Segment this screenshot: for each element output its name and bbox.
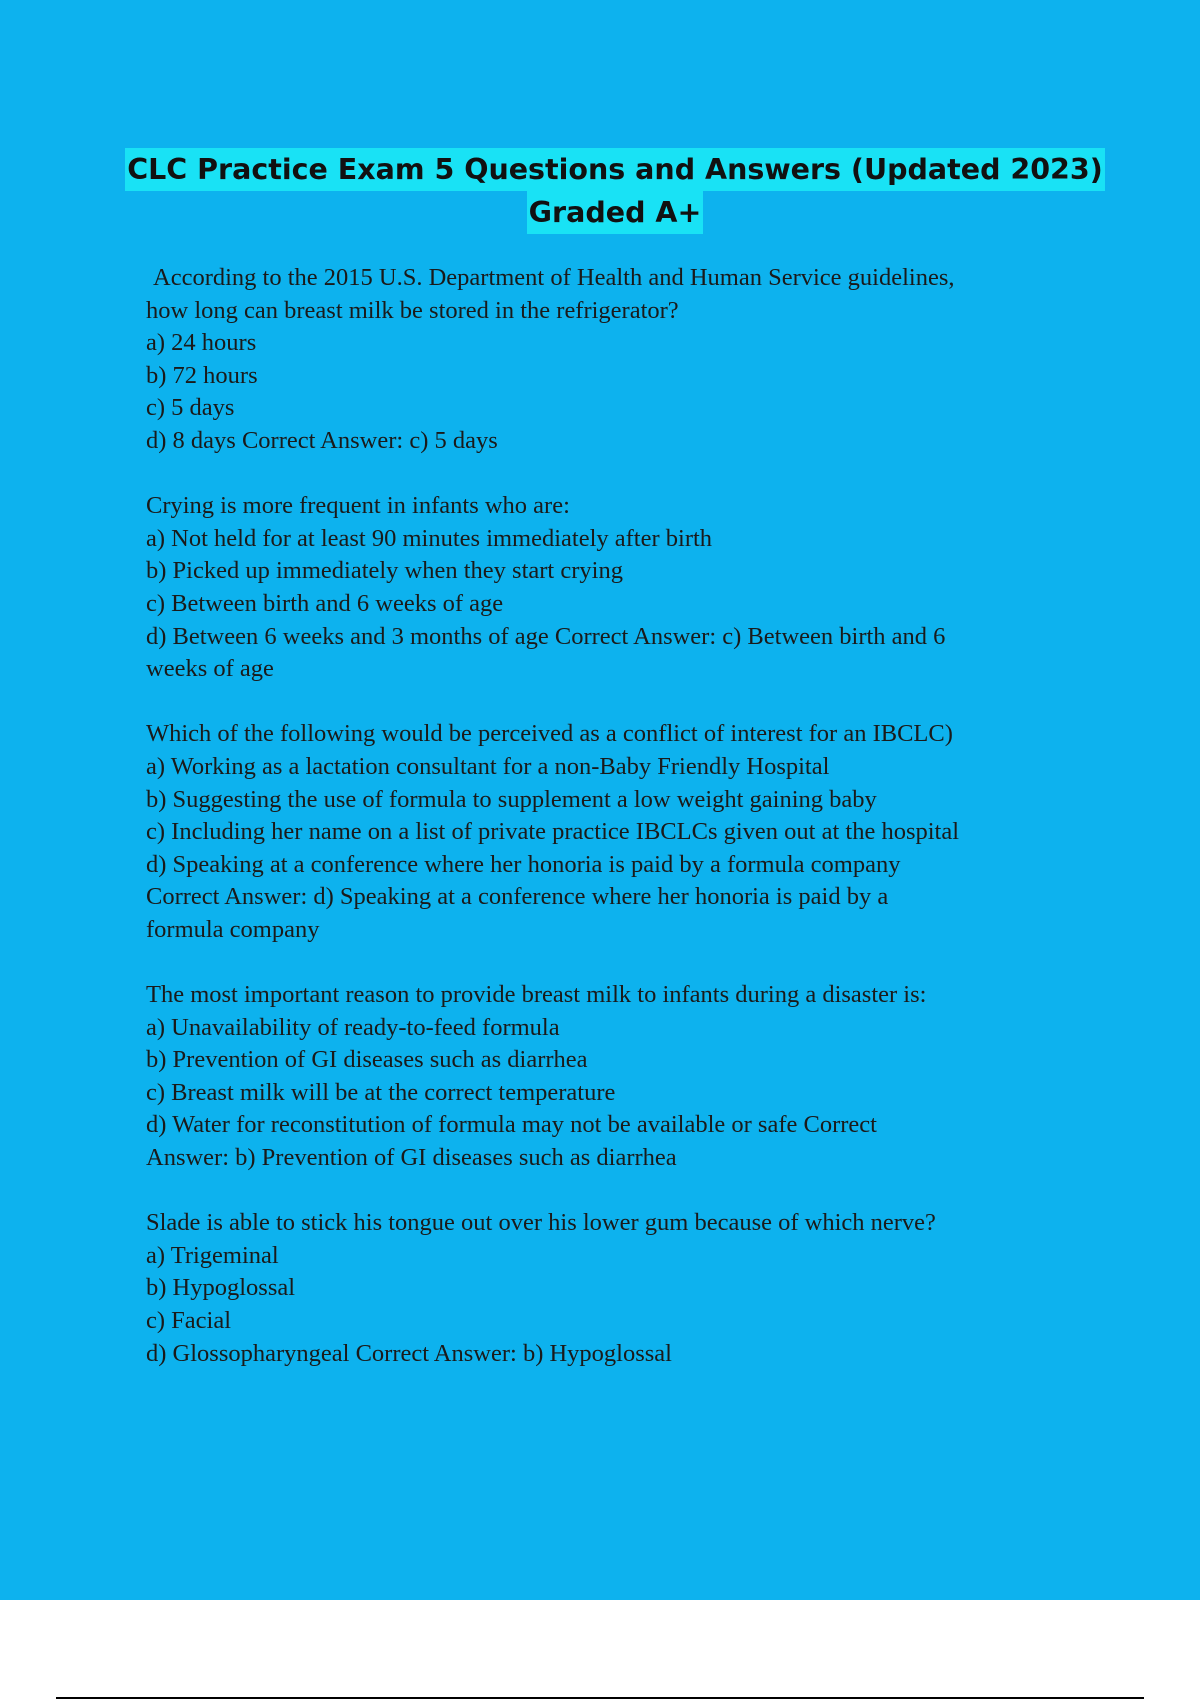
question-3-option-d: d) Speaking at a conference where her honoria is paid by a formula company (146, 850, 901, 878)
question-4-option-a: a) Unavailability of ready-to-feed formula (146, 1013, 560, 1041)
question-3-option-a: a) Working as a lactation consultant for a non-Baby Friendly Hospital (146, 752, 830, 780)
question-1 (146, 262, 1086, 458)
question-4-option-b: b) Prevention of GI diseases such as diarrhea (146, 1046, 588, 1074)
question-5-option-d-answer: d) Glossopharyngeal Correct Answer: b) Hypoglossal (146, 1339, 672, 1367)
question-3-option-b: b) Suggesting the use of formula to supplement a low weight gaining baby (146, 785, 877, 813)
question-2-option-b: b) Picked up immediately when they start crying (146, 557, 623, 585)
question-3-option-c: c) Including her name on a list of private practice IBCLCs given out at the hospital (146, 818, 960, 846)
question-2-answer-continued: weeks of age (146, 655, 274, 683)
question-3-answer-continued: formula company (146, 915, 320, 943)
question-1-prompt-line-1: According to the 2015 U.S. Department of Health and Human Service guidelines, (153, 264, 955, 291)
question-3 (146, 718, 1086, 946)
questions-list (146, 262, 1086, 1403)
question-2-option-a: a) Not held for at least 90 minutes immediately after birth (146, 524, 713, 552)
question-5-prompt: Slade is able to stick his tongue out over his lower gum because of which nerve? (146, 1209, 936, 1237)
footer-rule (56, 1697, 1144, 1699)
question-5 (146, 1207, 1086, 1370)
question-3-answer: Correct Answer: d) Speaking at a conference where her honoria is paid by a (146, 883, 889, 911)
document-title (0, 148, 1200, 234)
question-4-option-c: c) Breast milk will be at the correct temperature (146, 1078, 616, 1106)
question-2 (146, 490, 1086, 686)
question-2-option-d-answer: d) Between 6 weeks and 3 months of age Correct Answer: c) Between birth and 6 (146, 622, 946, 650)
title-line-1: CLC Practice Exam 5 Questions and Answers (Updated 2023) (125, 148, 1105, 191)
question-1-option-b: b) 72 hours (146, 361, 258, 389)
question-1-prompt-line-2: how long can breast milk be stored in the refrigerator? (146, 296, 679, 324)
question-5-option-c: c) Facial (146, 1307, 232, 1334)
question-3-prompt: Which of the following would be perceived as a conflict of interest for an IBCLC) (146, 720, 953, 748)
title-line-2: Graded A+ (527, 191, 704, 234)
question-4-option-d: d) Water for reconstitution of formula may not be available or safe Correct (146, 1111, 877, 1139)
question-4-answer: Answer: b) Prevention of GI diseases such as diarrhea (146, 1144, 677, 1172)
question-4 (146, 979, 1086, 1175)
question-2-prompt: Crying is more frequent in infants who are: (146, 492, 570, 520)
question-5-option-b: b) Hypoglossal (146, 1274, 296, 1302)
question-2-option-c: c) Between birth and 6 weeks of age (146, 589, 504, 617)
question-1-option-d-answer: d) 8 days Correct Answer: c) 5 days (146, 426, 498, 454)
question-1-option-a: a) 24 hours (146, 329, 257, 357)
question-5-option-a: a) Trigeminal (146, 1241, 279, 1269)
question-1-option-c: c) 5 days (146, 394, 235, 422)
question-4-prompt: The most important reason to provide breast milk to infants during a disaster is: (146, 981, 927, 1009)
